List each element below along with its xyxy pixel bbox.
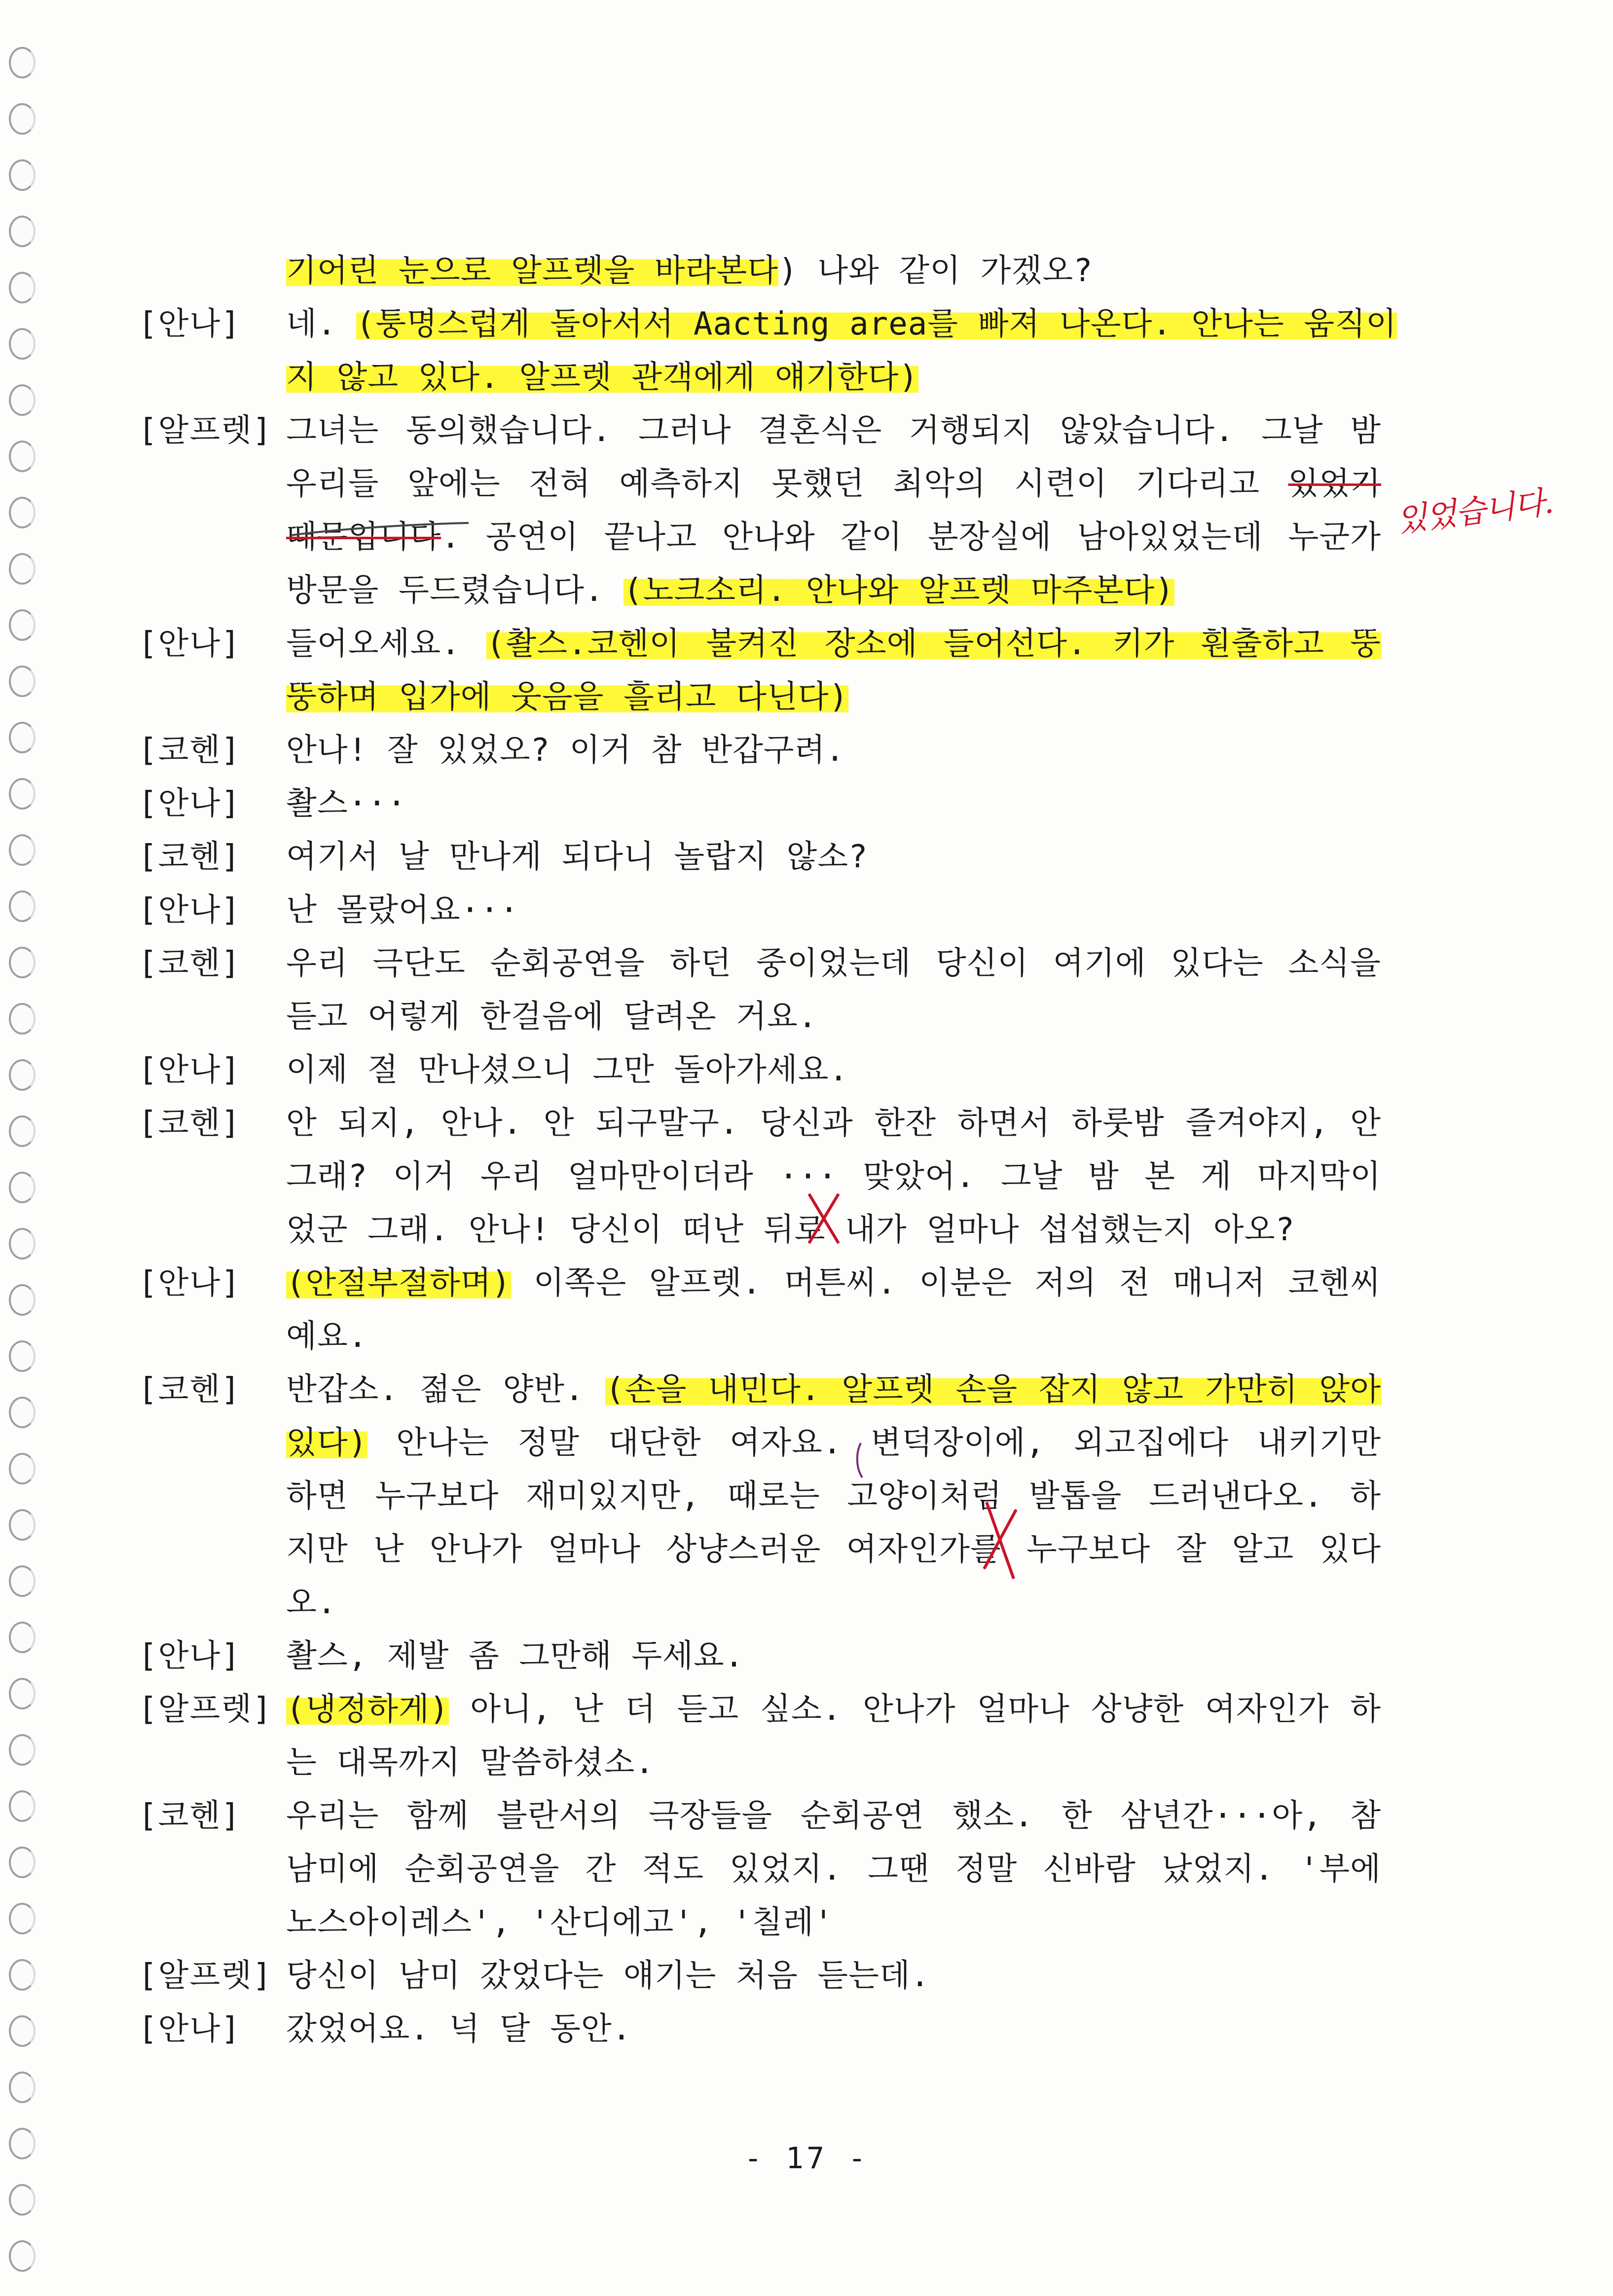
dialogue-entry (138, 724, 1381, 777)
dialogue-entry (138, 884, 1381, 937)
binder-hole (9, 1453, 36, 1484)
binder-hole (9, 1622, 36, 1653)
binder-hole (9, 609, 36, 641)
binder-hole (9, 1115, 36, 1147)
speaker-label: [코헨] (138, 1105, 241, 1142)
dialogue-entry (138, 1363, 1381, 1629)
binder-hole (9, 272, 36, 303)
binder-hole (9, 1172, 36, 1203)
dialogue-line: 우리들 앞에는 전혀 예측하지 못했던 최악의 시련이 기다리고 있었기 (286, 466, 1381, 502)
binder-hole (9, 1509, 36, 1541)
speaker-label: [안나] (138, 1052, 241, 1088)
script-dialogue (138, 244, 1397, 2056)
speaker-label: [알프렛] (138, 1691, 273, 1728)
dialogue-text (286, 937, 1381, 1043)
dialogue-text (286, 1097, 1381, 1257)
dialogue-text (286, 724, 1381, 777)
binder-hole (9, 2240, 36, 2272)
dialogue-line: 안 되지, 안나. 안 되구말구. 당신과 한잔 하면서 하룻밤 즐겨야지, 안 (286, 1105, 1381, 1142)
handwritten-correction: 있었습니다. (1394, 483, 1555, 540)
dialogue-text (286, 777, 1381, 830)
binder-holes (0, 0, 54, 2296)
binder-hole (9, 1790, 36, 1822)
speaker-label: [안나] (138, 1265, 241, 1301)
dialogue-text (286, 884, 1381, 937)
binder-hole (9, 1284, 36, 1316)
speaker-label: [안나] (138, 1638, 241, 1674)
dialogue-line: 예요. (286, 1318, 368, 1355)
dialogue-entry (138, 2002, 1381, 2056)
binder-hole (9, 1847, 36, 1878)
binder-hole (9, 778, 36, 810)
dialogue-entry (138, 1629, 1381, 1683)
dialogue-line: 우리 극단도 순회공연을 하던 중이었는데 당신이 여기에 있다는 소식을 (286, 945, 1381, 982)
speaker-label: [안나] (138, 306, 241, 342)
binder-hole (9, 2072, 36, 2103)
dialogue-line: 는 대목까지 말씀하셨소. (286, 1744, 655, 1781)
dialogue-line: 남미에 순회공연을 간 적도 있었지. 그땐 정말 신바람 났었지. '부에 (286, 1851, 1381, 1888)
speaker-label: [안나] (138, 785, 241, 822)
dialogue-entry (138, 404, 1381, 617)
binder-hole (9, 890, 36, 922)
dialogue-entry (138, 830, 1381, 884)
binder-hole (9, 1228, 36, 1259)
dialogue-line: 우리는 함께 블란서의 극장들을 순회공연 했소. 한 삼년간···아, 참 (286, 1798, 1381, 1834)
dialogue-line: 듣고 어렇게 한걸음에 달려온 거요. (286, 999, 818, 1035)
dialogue-line: 난 몰랐어요··· (286, 892, 519, 928)
binder-hole (9, 441, 36, 472)
dialogue-line: (냉정하게) 아니, 난 더 듣고 싶소. 안나가 얼마나 상냥한 여자인가 하 (286, 1691, 1381, 1728)
dialogue-entry (138, 1683, 1381, 1789)
dialogue-line: 촬스, 제발 좀 그만해 두세요. (286, 1638, 744, 1674)
dialogue-entry (138, 777, 1381, 830)
dialogue-text (286, 1683, 1381, 1789)
binder-hole (9, 328, 36, 360)
binder-hole (9, 103, 36, 135)
dialogue-text (286, 1363, 1381, 1629)
binder-hole (9, 1678, 36, 1709)
dialogue-entry (138, 1257, 1381, 1363)
dialogue-line: 있다) 안나는 정말 대단한 여자요. 변덕장이에, 외고집에다 내키기만 (286, 1425, 1381, 1461)
dialogue-line: 기어린 눈으로 알프렛을 바라본다) 나와 같이 가겠오? (286, 253, 1093, 289)
speaker-label: [코헨] (138, 732, 241, 769)
dialogue-text (286, 830, 1381, 884)
dialogue-line: 들어오세요. (촬스.코헨이 불켜진 장소에 들어선다. 키가 훤출하고 뚱 (286, 626, 1381, 662)
dialogue-line: 네. (퉁명스럽게 돌아서서 Aacting area를 빠져 나온다. 안나는 움직이 (286, 306, 1397, 342)
dialogue-line: 오. (286, 1585, 337, 1621)
dialogue-entry (138, 1043, 1381, 1097)
dialogue-text (286, 297, 1397, 404)
binder-hole (9, 1059, 36, 1091)
dialogue-line: (안절부절하며) 이쪽은 알프렛. 머튼씨. 이분은 저의 전 매니저 코헨씨 (286, 1265, 1381, 1301)
binder-hole (9, 1565, 36, 1597)
binder-hole (9, 1903, 36, 1934)
speaker-label: [알프렛] (138, 412, 273, 449)
dialogue-line: 그래? 이거 우리 얼마만이더라 ··· 맞았어. 그날 밤 본 게 마지막이 (286, 1158, 1381, 1195)
dialogue-entry (138, 1097, 1381, 1257)
binder-hole (9, 553, 36, 585)
binder-hole (9, 2184, 36, 2216)
speaker-label: [안나] (138, 2011, 241, 2047)
dialogue-line: 하면 누구보다 재미있지만, 때로는 고양이처럼 발톱을 드러낸다오. 하 (286, 1478, 1381, 1515)
dialogue-line: 때문입니다. 공연이 끝나고 안나와 같이 분장실에 남아있었는데 누군가 (286, 519, 1381, 555)
speaker-label: [안나] (138, 892, 241, 928)
binder-hole (9, 47, 36, 78)
dialogue-entry (138, 617, 1381, 724)
dialogue-entry (138, 1789, 1381, 1949)
binder-hole (9, 2015, 36, 2047)
dialogue-text (286, 244, 1381, 297)
dialogue-line: 었군 그래. 안나! 당신이 떠난 뒤로 내가 얼마나 섭섭했는지 아오? (286, 1212, 1295, 1248)
dialogue-entry (138, 297, 1397, 404)
dialogue-text (286, 1789, 1381, 1949)
dialogue-line: 그녀는 동의했습니다. 그러나 결혼식은 거행되지 않았습니다. 그날 밤 (286, 412, 1381, 449)
dialogue-line: 안나! 잘 있었오? 이거 참 반갑구려. (286, 732, 845, 769)
dialogue-line: 갔었어요. 넉 달 동안. (286, 2011, 632, 2047)
speaker-label: [코헨] (138, 839, 241, 875)
binder-hole (9, 1959, 36, 1991)
binder-hole (9, 1003, 36, 1035)
dialogue-line: 여기서 날 만나게 되다니 놀랍지 않소? (286, 839, 868, 875)
speaker-label: [코헨] (138, 945, 241, 982)
dialogue-line: 지 않고 있다. 알프렛 관객에게 얘기한다) (286, 359, 918, 396)
dialogue-text (286, 404, 1381, 617)
dialogue-entry (138, 1949, 1381, 2002)
speaker-label: [코헨] (138, 1371, 241, 1408)
binder-hole (9, 497, 36, 528)
dialogue-text (286, 1257, 1381, 1363)
dialogue-entry (138, 244, 1381, 297)
binder-hole (9, 1340, 36, 1372)
dialogue-text (286, 1949, 1381, 2002)
dialogue-text (286, 1043, 1381, 1097)
speaker-label: [알프렛] (138, 1958, 273, 1994)
binder-hole (9, 1397, 36, 1428)
page-number: - 17 - (744, 2141, 869, 2176)
dialogue-line: 당신이 남미 갔었다는 얘기는 처음 듣는데. (286, 1958, 930, 1994)
dialogue-text (286, 617, 1381, 724)
script-page (138, 244, 1397, 2056)
binder-hole (9, 159, 36, 191)
binder-hole (9, 1734, 36, 1766)
dialogue-line: 지만 난 안나가 얼마나 상냥스러운 여자인가를 누구보다 잘 알고 있다 (286, 1531, 1381, 1568)
dialogue-line: 이제 절 만나셨으니 그만 돌아가세요. (286, 1052, 849, 1088)
binder-hole (9, 384, 36, 416)
dialogue-line: 노스아이레스', '산디에고', '칠레' (286, 1904, 834, 1941)
dialogue-text (286, 1629, 1381, 1683)
dialogue-line: 뚱하며 입가에 웃음을 흘리고 다닌다) (286, 679, 849, 715)
dialogue-entry (138, 937, 1381, 1043)
dialogue-line: 방문을 두드렸습니다. (노크소리. 안나와 알프렛 마주본다) (286, 572, 1174, 609)
binder-hole (9, 834, 36, 866)
speaker-label: [코헨] (138, 1798, 241, 1834)
binder-hole (9, 666, 36, 697)
binder-hole (9, 722, 36, 753)
binder-hole (9, 216, 36, 247)
dialogue-line: 반갑소. 젊은 양반. (손을 내민다. 알프렛 손을 잡지 않고 가만히 앉아 (286, 1371, 1381, 1408)
binder-hole (9, 947, 36, 978)
dialogue-text (286, 2002, 1381, 2056)
dialogue-line: 촬스··· (286, 785, 407, 822)
speaker-label: [안나] (138, 626, 241, 662)
